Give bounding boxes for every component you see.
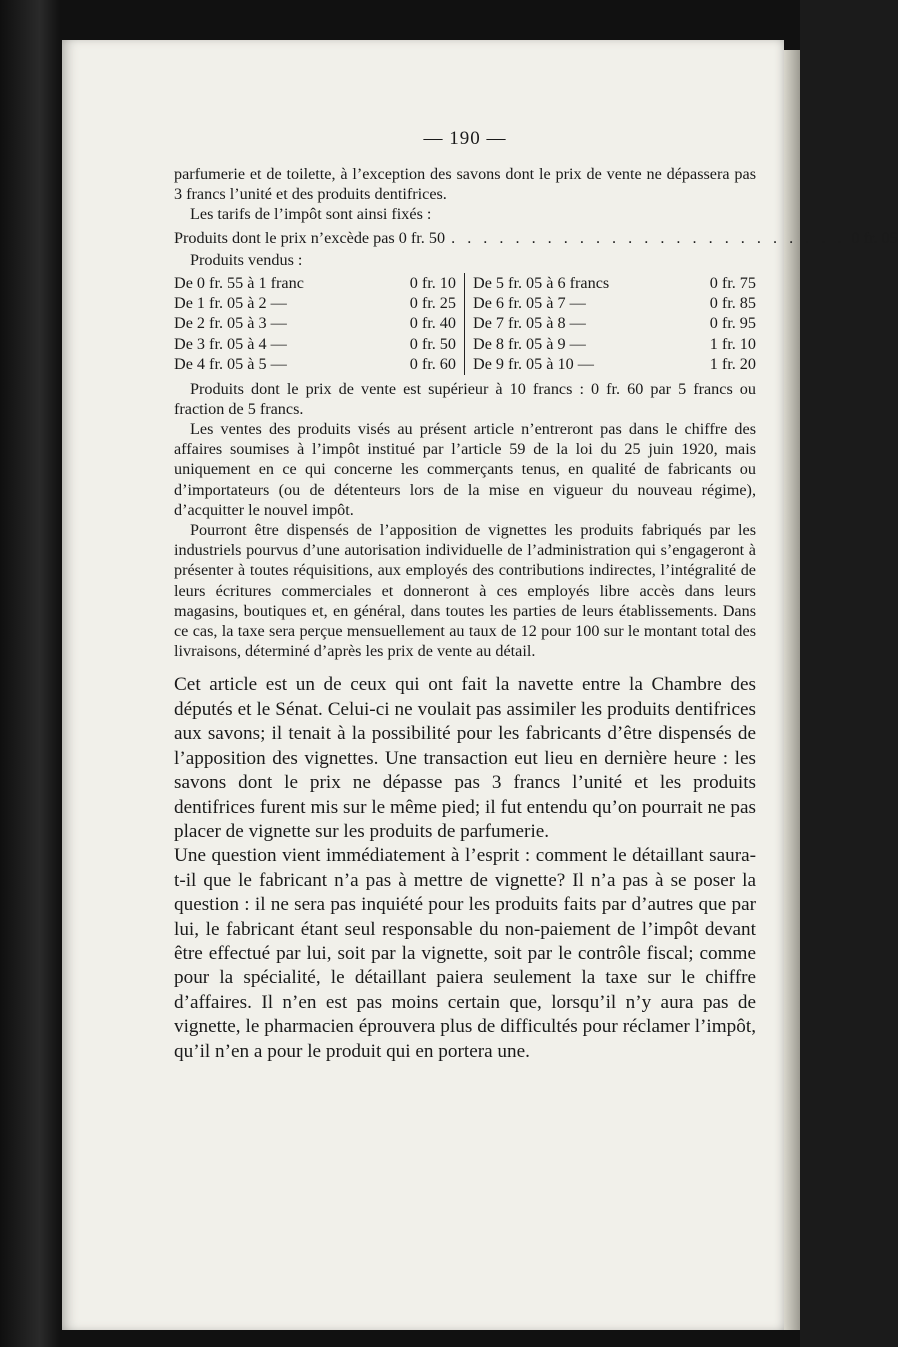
table-row: [174, 293, 456, 313]
tariff-column-right: [465, 273, 756, 375]
price-range: De 7 fr. 05 à 8 —: [473, 314, 586, 333]
price-range: De 0 fr. 55 à 1 franc: [174, 273, 304, 292]
tariff-column-left: [174, 273, 465, 375]
tax-value: 0 fr. 40: [409, 314, 456, 333]
tax-value: 1 fr. 10: [709, 334, 756, 353]
table-row: [473, 354, 756, 374]
sold-label: Produits vendus :: [190, 250, 303, 269]
commentary-paragraph-2: Une question vient immédiatement à l’esprit : comment le détaillant saura-t-il que le fabricant n’a pas à mettre de vignette? Il n’a pas à se poser la question : il ne sera pas inquiété pour les produits faits par d’autres que par lui, le fabricant étant seul responsable du non-paiement de l’impôt devant être effectué par lui, soit par la vignette, soit par le contrôle fiscal; comme pour la spécialité, le détaillant paiera seulement la taxe sur le chiffre d’affaires. Il n’en est pas moins certain que, lorsqu’il n’y aura pas de vignette, le pharmacien éprouvera plus de difficultés pour réclamer l’impôt, qu’il n’en a pour le produit qui en portera une.: [174, 845, 756, 1062]
decree-text: [174, 164, 898, 661]
tax-value: 0 fr. 25: [409, 294, 456, 313]
price-range: De 6 fr. 05 à 7 —: [473, 294, 586, 313]
tax-value: 0 fr. 10: [409, 273, 456, 292]
price-range: De 1 fr. 05 à 2 —: [174, 294, 287, 313]
dot-leader: . . . . . . . . . . . . . . . . . . . . . . . . .: [451, 228, 846, 247]
table-row: [473, 273, 756, 293]
page-content: [174, 128, 898, 1064]
tariffs-intro: Les tarifs de l’impôt sont ainsi fixés :: [190, 205, 432, 224]
price-range: De 9 fr. 05 à 10 —: [473, 355, 594, 374]
exemption-paragraph: Pourront être dispensés de l’apposition de vignettes les produits fabriqués par les industriels pourvus d’une autorisation individuelle de l’administration qui s’engageront à présenter à toutes réquisitions, aux employés des contributions indirectes, l’intégralité de leurs écritures commerciales et donneront à ces employés libre accès dans leurs magasins, boutiques et, en général, dans toutes les parties de leurs établissements. Dans ce cas, la taxe sera perçue mensuellement au taux de 12 pour 100 sur le montant total des livraisons, déterminé d’après les prix de vente au détail.: [174, 521, 756, 661]
commentary-paragraph-1: Cet article est un de ceux qui ont fait la navette entre la Chambre des députés et le Sénat. Celui-ci ne voulait pas assimiler les produits dentifrices aux savons; il tenait à la possibilité pour les fabricants d’être dispensés de l’apposition des vignettes. Une transaction eut lieu en dernière heure : les savons dont le prix ne dépasse pas 3 francs l’unité et les produits dentifrices furent mis sur le même pied; il fut entendu qu’on pourrait ne pas placer de vignette sur les produits de parfumerie.: [174, 674, 756, 842]
price-range: De 2 fr. 05 à 3 —: [174, 314, 287, 333]
price-range: De 4 fr. 05 à 5 —: [174, 355, 287, 374]
price-range: De 3 fr. 05 à 4 —: [174, 334, 287, 353]
table-row: [473, 313, 756, 333]
price-range: De 8 fr. 05 à 9 —: [473, 334, 586, 353]
tax-value: 1 fr. 20: [709, 355, 756, 374]
tax-value: 0 fr. 85: [709, 294, 756, 313]
sales-paragraph: Les ventes des produits visés au présent article n’entreront pas dans le chiffre des affaires soumises à l’impôt institué par l’article 59 de la loi du 25 juin 1920, mais uniquement en ce qui concerne les commerçants tenus, en qualité de fabricants ou d’importateurs (ou de détenteurs lors de la mise en vigueur du nouveau régime), d’acquitter le nouvel impôt.: [174, 420, 756, 519]
page-number: — 190 —: [423, 128, 507, 149]
table-row: [174, 273, 456, 293]
first-tariff-value: 0 fr. 05: [851, 228, 898, 247]
table-row: [174, 334, 456, 354]
first-tariff-label: Produits dont le prix n’excède pas 0 fr. 50: [174, 228, 446, 247]
tax-value: 0 fr. 95: [709, 314, 756, 333]
first-tariff-line: [174, 227, 898, 249]
table-row: [174, 313, 456, 333]
commentary-text: [174, 673, 756, 1064]
table-row: [473, 334, 756, 354]
table-row: [174, 354, 456, 374]
decree-intro: parfumerie et de toilette, à l’exception des savons dont le prix de vente ne dépassera pas 3 francs l’unité et des produits dentifrices.: [174, 165, 756, 204]
tax-value: 0 fr. 75: [709, 273, 756, 292]
tax-value: 0 fr. 60: [409, 355, 456, 374]
above-ten-paragraph: Produits dont le prix de vente est supérieur à 10 francs : 0 fr. 60 par 5 francs ou fraction de 5 francs.: [174, 379, 756, 418]
tax-value: 0 fr. 50: [409, 334, 456, 353]
table-row: [473, 293, 756, 313]
price-range: De 5 fr. 05 à 6 francs: [473, 273, 610, 292]
tariff-table: [174, 273, 756, 375]
